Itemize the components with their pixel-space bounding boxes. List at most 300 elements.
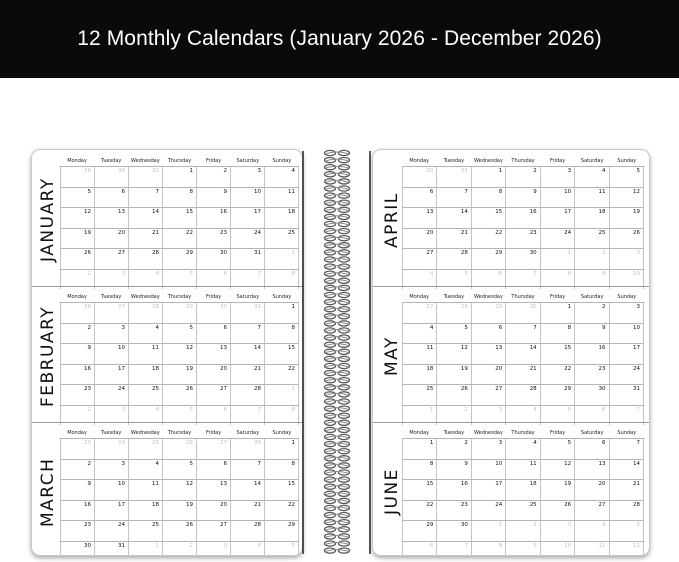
day-cell[interactable]	[506, 188, 540, 208]
day-cell[interactable]	[575, 542, 609, 557]
day-cell[interactable]	[231, 365, 265, 385]
day-cell[interactable]	[197, 229, 231, 249]
day-cell[interactable]	[197, 249, 231, 269]
day-number: 12	[460, 345, 468, 351]
day-cell[interactable]	[231, 167, 265, 187]
day-cell[interactable]	[197, 188, 231, 208]
day-cell[interactable]	[506, 501, 540, 521]
day-number: 30	[220, 304, 227, 310]
month-divider	[373, 286, 649, 287]
day-cell[interactable]	[575, 460, 609, 480]
day-number: 11	[426, 345, 434, 351]
day-cell[interactable]	[129, 365, 163, 385]
day-cell[interactable]	[129, 229, 163, 249]
day-cell[interactable]	[231, 542, 265, 557]
day-cell[interactable]	[231, 188, 265, 208]
day-cell[interactable]	[575, 439, 609, 459]
day-number: 13	[426, 209, 434, 215]
day-cell[interactable]	[265, 501, 299, 521]
day-cell[interactable]	[60, 501, 95, 521]
day-cell[interactable]	[95, 344, 129, 364]
day-number: 5	[636, 522, 640, 528]
day-number: 6	[498, 324, 503, 331]
week-row	[60, 479, 299, 500]
day-number: 17	[254, 209, 261, 215]
day-cell[interactable]	[95, 324, 129, 344]
day-cell[interactable]	[506, 303, 540, 323]
weekday-label: Saturday	[580, 158, 604, 164]
day-cell[interactable]	[197, 439, 231, 459]
day-cell[interactable]	[197, 324, 231, 344]
day-cell[interactable]	[575, 229, 609, 249]
day-cell[interactable]	[129, 439, 163, 459]
day-cell[interactable]	[265, 344, 299, 364]
day-cell[interactable]	[163, 501, 197, 521]
day-cell[interactable]	[610, 480, 644, 500]
day-cell[interactable]	[265, 167, 299, 187]
weekday-label: Wednesday	[473, 294, 503, 300]
day-number: 14	[152, 209, 159, 215]
day-number: 12	[186, 345, 193, 351]
day-cell[interactable]	[197, 385, 231, 405]
day-cell[interactable]	[265, 249, 299, 269]
day-cell[interactable]	[575, 365, 609, 385]
day-cell[interactable]	[163, 188, 197, 208]
week-row	[60, 384, 299, 405]
week-row	[60, 187, 299, 208]
weekday-label: Tuesday	[101, 294, 122, 300]
day-cell[interactable]	[472, 188, 506, 208]
day-cell[interactable]	[472, 460, 506, 480]
day-cell[interactable]	[265, 365, 299, 385]
weekday-label: Thursday	[167, 430, 192, 436]
day-cell[interactable]	[95, 501, 129, 521]
day-cell[interactable]	[95, 188, 129, 208]
calendar-page-right	[372, 149, 650, 556]
day-cell[interactable]	[197, 460, 231, 480]
day-cell[interactable]	[163, 324, 197, 344]
day-cell[interactable]	[541, 249, 575, 269]
day-number: 6	[602, 406, 606, 413]
day-number: 1	[291, 386, 295, 392]
day-cell[interactable]	[60, 249, 95, 269]
day-cell[interactable]	[472, 439, 506, 459]
day-cell[interactable]	[506, 208, 540, 228]
day-cell[interactable]	[402, 439, 437, 459]
day-cell[interactable]	[472, 480, 506, 500]
day-cell[interactable]	[163, 344, 197, 364]
week-row	[60, 323, 299, 344]
day-cell[interactable]	[610, 249, 644, 269]
week-row	[60, 207, 299, 228]
day-cell[interactable]	[60, 439, 95, 459]
day-number: 21	[152, 229, 159, 236]
week-row	[402, 384, 644, 405]
day-cell[interactable]	[95, 365, 129, 385]
day-cell[interactable]	[437, 167, 471, 187]
day-number: 2	[533, 168, 537, 174]
day-cell[interactable]	[506, 385, 540, 405]
day-cell[interactable]	[265, 460, 299, 480]
day-number: 3	[498, 406, 503, 413]
day-number: 18	[152, 501, 159, 508]
day-cell[interactable]	[437, 208, 471, 228]
day-cell[interactable]	[265, 521, 299, 541]
day-cell[interactable]	[231, 439, 265, 459]
day-number: 14	[460, 209, 468, 215]
day-number: 31	[152, 168, 159, 174]
day-cell[interactable]	[129, 208, 163, 228]
day-cell[interactable]	[541, 344, 575, 364]
day-cell[interactable]	[437, 480, 471, 500]
day-cell[interactable]	[541, 167, 575, 187]
day-cell[interactable]	[163, 229, 197, 249]
day-cell[interactable]	[541, 303, 575, 323]
day-cell[interactable]	[129, 188, 163, 208]
day-number: 19	[84, 229, 91, 236]
day-number: 30	[84, 542, 91, 549]
day-cell[interactable]	[60, 480, 95, 500]
day-number: 21	[254, 501, 261, 508]
day-number: 16	[598, 345, 606, 351]
day-cell[interactable]	[575, 167, 609, 187]
day-cell[interactable]	[575, 501, 609, 521]
day-cell[interactable]	[575, 480, 609, 500]
day-cell[interactable]	[60, 542, 95, 557]
day-cell[interactable]	[129, 324, 163, 344]
day-cell[interactable]	[402, 249, 437, 269]
day-cell[interactable]	[472, 344, 506, 364]
day-cell[interactable]	[265, 439, 299, 459]
day-cell[interactable]	[129, 521, 163, 541]
day-cell[interactable]	[231, 521, 265, 541]
day-cell[interactable]	[129, 542, 163, 557]
day-cell[interactable]	[163, 249, 197, 269]
day-cell[interactable]	[472, 385, 506, 405]
day-cell[interactable]	[402, 365, 437, 385]
day-number: 30	[426, 168, 434, 174]
day-cell[interactable]	[541, 385, 575, 405]
day-cell[interactable]	[163, 208, 197, 228]
day-cell[interactable]	[541, 229, 575, 249]
day-cell[interactable]	[541, 501, 575, 521]
day-cell[interactable]	[231, 460, 265, 480]
day-cell[interactable]	[197, 480, 231, 500]
day-cell[interactable]	[610, 439, 644, 459]
day-cell[interactable]	[610, 229, 644, 249]
weekday-label: Friday	[206, 158, 222, 164]
day-number: 29	[288, 522, 295, 528]
day-cell[interactable]	[541, 521, 575, 541]
day-cell[interactable]	[163, 542, 197, 557]
day-cell[interactable]	[541, 324, 575, 344]
day-cell[interactable]	[610, 365, 644, 385]
day-cell[interactable]	[95, 167, 129, 187]
day-cell[interactable]	[231, 385, 265, 405]
day-cell[interactable]	[610, 501, 644, 521]
day-cell[interactable]	[610, 324, 644, 344]
day-cell[interactable]	[506, 167, 540, 187]
day-cell[interactable]	[575, 303, 609, 323]
day-cell[interactable]	[575, 324, 609, 344]
day-cell[interactable]	[95, 385, 129, 405]
day-cell[interactable]	[575, 385, 609, 405]
day-cell[interactable]	[437, 460, 471, 480]
day-cell[interactable]	[541, 480, 575, 500]
day-cell[interactable]	[197, 167, 231, 187]
day-cell[interactable]	[265, 229, 299, 249]
day-number: 22	[495, 229, 503, 236]
day-cell[interactable]	[437, 521, 471, 541]
day-cell[interactable]	[575, 521, 609, 541]
week-row	[60, 500, 299, 521]
day-cell[interactable]	[129, 167, 163, 187]
day-cell[interactable]	[506, 229, 540, 249]
day-number: 23	[84, 522, 91, 528]
day-cell[interactable]	[506, 460, 540, 480]
day-cell[interactable]	[472, 501, 506, 521]
day-cell[interactable]	[437, 249, 471, 269]
day-cell[interactable]	[95, 460, 129, 480]
day-cell[interactable]	[506, 344, 540, 364]
month-divider	[32, 422, 302, 423]
day-cell[interactable]	[402, 542, 437, 557]
day-cell[interactable]	[472, 324, 506, 344]
day-cell[interactable]	[60, 385, 95, 405]
day-cell[interactable]	[402, 208, 437, 228]
day-cell[interactable]	[610, 344, 644, 364]
day-cell[interactable]	[472, 229, 506, 249]
day-cell[interactable]	[437, 501, 471, 521]
day-cell[interactable]	[402, 188, 437, 208]
day-cell[interactable]	[231, 229, 265, 249]
day-cell[interactable]	[541, 208, 575, 228]
day-cell[interactable]	[472, 249, 506, 269]
day-cell[interactable]	[437, 385, 471, 405]
week-row	[60, 228, 299, 249]
week-row	[60, 438, 299, 459]
day-number: 3	[636, 250, 640, 256]
day-number: 8	[429, 460, 434, 467]
day-cell[interactable]	[60, 365, 95, 385]
day-number: 31	[254, 250, 261, 256]
day-number: 29	[186, 250, 193, 256]
day-cell[interactable]	[197, 542, 231, 557]
day-number: 20	[220, 501, 227, 508]
day-cell[interactable]	[610, 521, 644, 541]
weekday-label: Thursday	[511, 158, 535, 164]
day-cell[interactable]	[231, 249, 265, 269]
day-cell[interactable]	[437, 542, 471, 557]
day-number: 10	[564, 542, 572, 549]
day-cell[interactable]	[95, 480, 129, 500]
day-cell[interactable]	[129, 344, 163, 364]
day-number: 11	[288, 188, 295, 195]
day-cell[interactable]	[541, 460, 575, 480]
day-number: 27	[118, 250, 125, 256]
day-cell[interactable]	[402, 303, 437, 323]
day-cell[interactable]	[265, 324, 299, 344]
day-number: 30	[598, 386, 606, 392]
day-cell[interactable]	[163, 521, 197, 541]
day-number: 26	[186, 386, 193, 392]
day-number: 12	[632, 188, 640, 195]
day-cell[interactable]	[95, 208, 129, 228]
day-cell[interactable]	[610, 385, 644, 405]
day-cell[interactable]	[60, 303, 95, 323]
day-cell[interactable]	[402, 167, 437, 187]
day-cell[interactable]	[95, 229, 129, 249]
day-cell[interactable]	[95, 542, 129, 557]
day-cell[interactable]	[506, 480, 540, 500]
day-cell[interactable]	[60, 188, 95, 208]
day-cell[interactable]	[610, 188, 644, 208]
day-cell[interactable]	[437, 188, 471, 208]
day-number: 4	[291, 168, 295, 174]
day-cell[interactable]	[163, 480, 197, 500]
day-cell[interactable]	[437, 229, 471, 249]
day-cell[interactable]	[541, 365, 575, 385]
day-cell[interactable]	[610, 460, 644, 480]
day-cell[interactable]	[610, 167, 644, 187]
day-cell[interactable]	[60, 521, 95, 541]
day-cell[interactable]	[575, 208, 609, 228]
day-cell[interactable]	[610, 208, 644, 228]
day-cell[interactable]	[95, 249, 129, 269]
day-cell[interactable]	[163, 167, 197, 187]
day-cell[interactable]	[129, 480, 163, 500]
day-cell[interactable]	[437, 365, 471, 385]
day-cell[interactable]	[402, 501, 437, 521]
day-cell[interactable]	[610, 303, 644, 323]
day-number: 25	[152, 386, 159, 392]
day-number: 9	[87, 481, 91, 487]
day-cell[interactable]	[60, 208, 95, 228]
day-number: 27	[220, 440, 227, 446]
day-cell[interactable]	[541, 188, 575, 208]
day-cell[interactable]	[402, 521, 437, 541]
day-cell[interactable]	[472, 521, 506, 541]
day-cell[interactable]	[506, 324, 540, 344]
day-cell[interactable]	[472, 167, 506, 187]
day-cell[interactable]	[506, 439, 540, 459]
day-cell[interactable]	[506, 521, 540, 541]
day-cell[interactable]	[506, 365, 540, 385]
day-cell[interactable]	[265, 542, 299, 557]
day-cell[interactable]	[129, 249, 163, 269]
day-number: 23	[84, 440, 91, 446]
day-cell[interactable]	[575, 188, 609, 208]
day-cell[interactable]	[472, 365, 506, 385]
day-cell[interactable]	[60, 229, 95, 249]
day-cell[interactable]	[575, 344, 609, 364]
day-cell[interactable]	[163, 385, 197, 405]
day-cell[interactable]	[95, 439, 129, 459]
day-cell[interactable]	[231, 303, 265, 323]
day-cell[interactable]	[163, 303, 197, 323]
day-number: 24	[118, 522, 125, 528]
day-cell[interactable]	[402, 344, 437, 364]
day-cell[interactable]	[197, 501, 231, 521]
day-cell[interactable]	[60, 324, 95, 344]
day-cell[interactable]	[129, 460, 163, 480]
day-cell[interactable]	[60, 344, 95, 364]
day-cell[interactable]	[231, 324, 265, 344]
day-cell[interactable]	[437, 439, 471, 459]
day-number: 20	[118, 229, 125, 236]
day-cell[interactable]	[265, 208, 299, 228]
day-cell[interactable]	[197, 344, 231, 364]
day-cell[interactable]	[163, 460, 197, 480]
day-cell[interactable]	[402, 480, 437, 500]
day-cell[interactable]	[575, 249, 609, 269]
day-cell[interactable]	[95, 303, 129, 323]
day-cell[interactable]	[506, 542, 540, 557]
day-number: 16	[84, 501, 91, 508]
weekday-label: Tuesday	[443, 158, 465, 164]
weekday-label: Friday	[206, 294, 222, 300]
month-divider	[373, 422, 649, 423]
day-cell[interactable]	[472, 542, 506, 557]
day-cell[interactable]	[402, 460, 437, 480]
day-number: 26	[84, 304, 91, 310]
day-cell[interactable]	[129, 303, 163, 323]
day-cell[interactable]	[60, 460, 95, 480]
day-cell[interactable]	[129, 501, 163, 521]
day-cell[interactable]	[402, 229, 437, 249]
day-cell[interactable]	[541, 439, 575, 459]
day-number: 14	[254, 481, 261, 487]
day-cell[interactable]	[610, 542, 644, 557]
day-cell[interactable]	[265, 480, 299, 500]
day-cell[interactable]	[231, 501, 265, 521]
day-cell[interactable]	[95, 521, 129, 541]
day-number: 5	[189, 406, 193, 413]
day-number: 8	[567, 324, 572, 331]
day-cell[interactable]	[163, 365, 197, 385]
day-cell[interactable]	[506, 249, 540, 269]
day-number: 30	[529, 250, 537, 256]
day-cell[interactable]	[472, 208, 506, 228]
weekday-label: Monday	[67, 430, 87, 436]
day-cell[interactable]	[402, 385, 437, 405]
day-cell[interactable]	[129, 385, 163, 405]
day-cell[interactable]	[60, 167, 95, 187]
day-cell[interactable]	[231, 208, 265, 228]
day-number: 28	[460, 250, 468, 256]
day-cell[interactable]	[231, 480, 265, 500]
day-cell[interactable]	[197, 303, 231, 323]
day-cell[interactable]	[231, 344, 265, 364]
day-cell[interactable]	[437, 324, 471, 344]
day-number: 23	[598, 365, 606, 372]
day-cell[interactable]	[265, 188, 299, 208]
day-number: 1	[291, 304, 295, 310]
day-cell[interactable]	[437, 344, 471, 364]
day-cell[interactable]	[472, 303, 506, 323]
day-cell[interactable]	[163, 439, 197, 459]
day-number: 14	[254, 345, 261, 351]
week-row	[402, 207, 644, 228]
day-cell[interactable]	[541, 542, 575, 557]
day-cell[interactable]	[197, 365, 231, 385]
day-cell[interactable]	[402, 324, 437, 344]
day-cell[interactable]	[265, 385, 299, 405]
day-cell[interactable]	[197, 521, 231, 541]
day-cell[interactable]	[197, 208, 231, 228]
day-cell[interactable]	[437, 303, 471, 323]
day-cell[interactable]	[265, 303, 299, 323]
